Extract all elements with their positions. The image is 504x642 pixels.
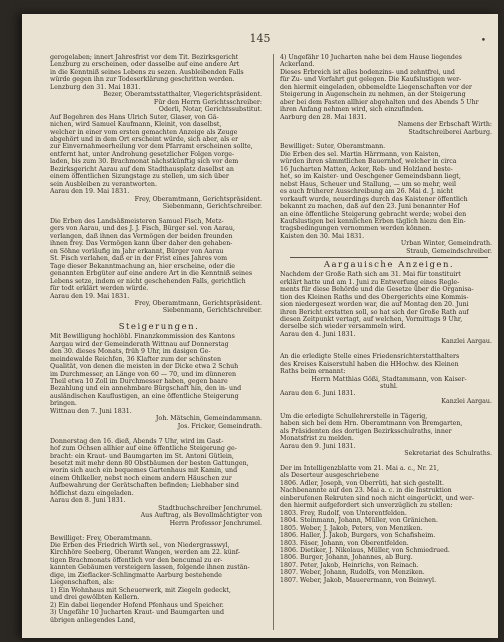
text-line: Qualität, von denen die meisten in der Dicke etwa 2 Schuh xyxy=(50,363,239,371)
text-line: einem Öhlkeller, nebst noch einem andern Häuschen zur xyxy=(50,474,232,482)
text-line: Straub, Gemeindschreiber. xyxy=(406,247,492,255)
text-line: Bezirksgericht Aarau auf dem Stadthausplatz daselbst an xyxy=(50,165,234,173)
text-line: 4) Ungefähr 10 Jucharten nahe bei dem Hause liegendes xyxy=(280,54,462,61)
text-line: für todt erklärt werden würde. xyxy=(50,285,149,293)
text-line: An die erledigte Stelle eines Friedensrichterstatthalters xyxy=(280,353,460,361)
text-line: 1803. Fäser, Johann, von Oberentfelden. xyxy=(280,539,409,547)
text-line: Namens der Erbschaft Wirth: xyxy=(397,121,492,129)
text-line: Wittnau den 7. Juni 1831. xyxy=(50,407,132,415)
text-line: Raths beim ernannt: xyxy=(280,368,346,376)
text-line: Lenzburg zu erscheinen, oder dasselbe auf eine andere Art xyxy=(50,61,240,69)
text-line: gerogelaben; innert Jahresfrist vor dem Tit. Bezirksgericht xyxy=(50,54,239,61)
text-line: einem öffentlichen Sizungstage zu stellen, um sich über xyxy=(50,173,229,181)
text-line: 1805. Weber, J. Jakob, Peters, von Menziken. xyxy=(280,524,423,532)
text-line: aber bei dem Fasten allhier abgehalten und des Abends 5 Uhr xyxy=(280,98,479,106)
text-line: nebst Haus, Scheuer und Stallung, — um so mehr, weil xyxy=(280,180,457,188)
text-line: Liegenschaften, als: xyxy=(50,579,115,587)
text-line: Joh. Mätschin, Gemeindammann. xyxy=(155,415,262,423)
text-line: Aargau wird der Gemeinderath Wittnau auf Donnerstag xyxy=(50,340,229,348)
text-line: Aarau den 9. Juni 1831. xyxy=(280,442,356,450)
text-line: im Durchmesser, an Länge von 60 — 70, und im dünneren xyxy=(50,370,237,378)
text-line xyxy=(280,136,498,143)
text-line xyxy=(50,430,268,437)
text-line: als Präsidenten des dortigen Bezirksschulraths, inner xyxy=(280,427,452,435)
text-line: 1807. Weber, Jakob, Mauerermann, von Beinwyl. xyxy=(280,576,437,584)
text-line: Donnerstag den 16. dieß, Abends 7 Uhr, wird im Gast- xyxy=(50,437,224,445)
text-line: 16 Jucharten Matten, Acker, Reb- und Holzland beste- xyxy=(280,165,453,173)
text-line: Frey, Oberamtmann, Gerichtspräsident. xyxy=(134,299,262,307)
text-line: Die Erben des sel. Martin Härrmann, von Kaisten, xyxy=(280,150,441,158)
text-line: meindewalde Reichfen, 36 Klafter zum der schönsten xyxy=(50,355,222,363)
text-line: Der im Intelligenzblatte vom 21. Mai a. c., Nr. 21, xyxy=(280,465,440,473)
text-line: für Zu- und Vorfahrt gut gelegen. Die Kaufslustigen wer- xyxy=(280,76,462,84)
corner-mark: • xyxy=(480,36,486,46)
text-line: Bewilliget: Frey, Oberamtmann. xyxy=(50,534,153,542)
text-line: des Kreises Kaiserstuhl haben die HHochw. des Kleinen xyxy=(280,360,459,368)
text-line xyxy=(50,315,268,322)
text-line: zur Einvernahmeerheilung vor dem Pfarramt erscheinen sollte, xyxy=(50,143,253,151)
text-line: tragsbedingungen vernommen werden können. xyxy=(280,225,432,233)
text-line: ausländischen Kauflustigen, an eine öffentliche Steigerung xyxy=(50,392,239,400)
text-line: diesen Zeitpunkt vertagt, auf welchen, Vormittags 9 Uhr, xyxy=(280,315,463,323)
text-line: würden ihren sämmtlichen Bauernhof, welcher in circa xyxy=(280,158,457,166)
text-line: entfernt hat, unter Androhung gesetzlicher Folgen vorge- xyxy=(50,150,235,158)
text-line: 1806. Dietiker, J. Nikolaus, Müller, von Schmiedrued. xyxy=(280,547,450,554)
section-heading: Steigerungen. xyxy=(118,322,200,333)
text-line: gers von Aarau, und des J. J. Fisch, Bürger sel. von Aarau, xyxy=(50,225,235,233)
text-line: Stadtschreiberei Aarburg. xyxy=(408,128,492,136)
text-line: sein Ausbleiben zu verantworten. xyxy=(50,180,157,188)
text-line: Nachdem der Große Rath sich am 31. Mai für tonstituirt xyxy=(280,271,461,279)
right-column xyxy=(280,54,498,632)
text-line: Dieses Erbreich ist alles bodenzins- und zehntfrei, und xyxy=(280,68,455,76)
text-line: hof zum Ochsen allhier auf eine öffentliche Steigerung ge- xyxy=(50,445,237,453)
text-line: het, so im Kaister- und Oeschgener Gemeindsbann liegt, xyxy=(280,173,461,181)
text-line: besetzt mit mehr denn 80 Obstbäumen der besten Gattungen, xyxy=(50,460,249,468)
text-line: ihren Anfang nehmen wird, sich einzufinden. xyxy=(280,106,424,114)
text-line: 1807. Peter, Jakob, Heinrichs, von Reinach. xyxy=(280,561,419,569)
text-line xyxy=(280,405,498,412)
text-line: den hiermit eingeladen, obbemeldte Liegenschaften vor der xyxy=(280,83,472,91)
text-line: Aarburg den 28. Mai 1831. xyxy=(280,113,367,121)
text-line: Ackerland. xyxy=(280,61,315,69)
text-line: vorkauft wurde, neuerdings durch das Kaistener öffentlich xyxy=(280,195,468,203)
text-line: Sekretariat des Schulraths. xyxy=(404,450,492,458)
text-line: bracht: ein Kraut- und Baumgarten im St. Antoni Gütlein, xyxy=(50,452,234,460)
text-line: Stadtbuchschreiber Jenchrumel. xyxy=(158,504,262,512)
text-line: 1807. Weber, Johann, Rudolfs, von Menziken. xyxy=(280,569,425,577)
text-line: Frey, Oberamtmann, Gerichtspräsident. xyxy=(134,195,262,203)
newspaper-page xyxy=(22,14,498,638)
text-line: 3) Ungefähr 10 Jucharten Kraut- und Baumgarten und xyxy=(50,609,224,617)
text-line: Bezahlung und ein annehmbare Bürgschaft hin, den in- und xyxy=(50,385,242,393)
text-line: Kanzlei Aargau. xyxy=(441,338,492,346)
section-rule xyxy=(290,257,488,258)
text-line: Aarau den 19. Mai 1831. xyxy=(50,292,130,300)
text-line: Mit Bewilligung hochlöbl. Finanzkommission des Kantons xyxy=(50,333,235,341)
text-line: en Söhne vorläufig im Jahr erkannt, Bürger von Aarau xyxy=(50,247,224,255)
text-line: Kaisten den 30. Mai 1831. xyxy=(280,232,365,240)
text-line: tigen Brachmonats öffentlich vor den bencumal zu er- xyxy=(50,556,223,564)
text-line: Monatsfrist zu melden. xyxy=(280,435,354,443)
text-line xyxy=(50,527,268,534)
text-line: sion niedergesezt worden war, die auf Montag den 20. Juni xyxy=(280,301,469,309)
text-line: Bezer, Oberamtsstatthalter, Viegerichtspräsident. xyxy=(103,91,262,99)
text-line: worin sich auch ein bequemes Gartenhaus mit Kamin, und xyxy=(50,467,238,475)
text-line: 1803. Frey, Rudolf, von Unterentfelden. xyxy=(280,509,407,517)
text-line: laden, bis zum 30. Brachmonat nächstkünftig sich vor dem xyxy=(50,158,239,166)
text-line: Siebenmann, Gerichtschreiber. xyxy=(162,203,262,211)
text-line: den hiermit aufgefordert sich unverzüglich zu stellen: xyxy=(280,502,453,510)
text-line: 1806. Burger, Johann, Johannes, ab Burg. xyxy=(280,554,413,562)
text-line: 1) Ein Wohnhaus mit Scheuerwerk, mit Ziegeln gedeckt, xyxy=(50,586,231,594)
text-line: Theil etwa 10 Zoll im Durchmesser haben, gegen baare xyxy=(50,378,228,386)
text-line: Herrn Matthias Gößi, Stadtammann, von Kaiser- xyxy=(311,375,467,383)
text-line: genannten Erbgüter auf eine andere Art in die Kenntniß seines xyxy=(50,270,253,278)
text-line: Urban Winter, Gemeindrath. xyxy=(400,240,492,248)
text-line: Kanzlei Aargau. xyxy=(441,397,492,405)
text-line: derselbe sich wieder versammeln wird. xyxy=(280,323,406,331)
text-line: Die Erben des Landsäßmeisteren Samuel Fisch, Metz- xyxy=(50,217,224,225)
text-line: Aus Auftrag, als Bevollmächtigter von xyxy=(140,512,262,520)
text-line: 1804. Steinmann, Johann, Müller, von Gränichen. xyxy=(280,517,438,525)
text-line xyxy=(280,458,498,465)
text-line: abgehört und in dem Ort erscheint würde, sich aber, als er xyxy=(50,135,239,143)
text-line: Aarau den 6. Juni 1831. xyxy=(280,390,356,398)
text-line: Aarau den 4. Juni 1831. xyxy=(280,330,356,338)
text-line: verlangen, daß ihnen das Vermögen der beiden freunden xyxy=(50,232,233,240)
page-number: 145 xyxy=(249,32,271,45)
text-line: St. Fisch verlahen, daß er in der Frist eines Jahres vom xyxy=(50,255,228,263)
text-line: Siebenmann, Gerichtschreiber. xyxy=(162,307,262,315)
text-line xyxy=(50,211,268,218)
text-line: würde gegen ihn zur Todeserklärung geschritten werden. xyxy=(50,76,235,84)
text-line: Bewilliget: Suter, Oberamtmann. xyxy=(280,143,386,151)
text-line: Die Erben des Friedrich Wirth sel., von Niedergrasswyl, xyxy=(50,542,230,549)
text-line: stuhl. xyxy=(380,383,398,391)
text-line: Steigerung in Augenschein zu nehmen, an der Steigerung xyxy=(280,91,466,99)
text-line: Nachbenannte auf den 23. Mai a. c. in die Instruktion xyxy=(280,487,452,495)
text-line: 1806. Adler, Joseph, von Oberrüti, hat sich gestellt. xyxy=(280,479,444,487)
text-line: in die Kenntniß seines Lebens zu sezen. Ausbleibenden Falls xyxy=(50,68,244,76)
text-line: kannten Gebäumen versteigern lassen, folgende ihnen zustän- xyxy=(50,564,250,572)
text-line: Für den Herrn Gerichtsschreiber: xyxy=(153,98,262,106)
text-line: haben sich bei dem Hrn. Oberamtmann von Bremgarten, xyxy=(280,420,463,428)
text-line: es auch früherer Ausschreibung am 26. Mai d. J. nicht xyxy=(280,188,454,196)
text-line: einberufenen Rekruten sind noch nicht eingerückt, und wer- xyxy=(280,494,475,502)
text-line: nichen, wird Samuel Kaufmann, Kleinit, von daselbst, xyxy=(50,121,222,129)
text-line: welcher in einer vom ersten gemachten Anzeige als Zeuge xyxy=(50,128,238,136)
text-line: tion des Kleinen Raths und des Obergerichts eine Kommis- xyxy=(280,293,469,301)
text-line: ments für diese Behörde und die Gesetze über die Organisa- xyxy=(280,286,474,294)
text-line: Aarau den 8. Juni 1831. xyxy=(50,497,126,505)
text-line: und drei gewölbten Kellern. xyxy=(50,594,140,602)
text-line: Tage dieser Bekanntmachung an, hier erscheine, oder die xyxy=(50,262,236,270)
text-line: Aufbewahrung der Gerätschaften befinden; Liebhaber sind xyxy=(50,482,239,490)
text-line: Lenzburg den 31. Mai 1831. xyxy=(50,83,141,91)
text-line: höflichst dazu eingeladen. xyxy=(50,489,134,497)
text-line: den 30. dieses Monats, früh 9 Uhr, im dasigen Ge- xyxy=(50,348,211,356)
text-line: Kaufslustigen bei kennlichen Erben täglich hiezu den Ein- xyxy=(280,217,466,225)
text-line: dige, im Zieflacker-Schlingmatte Aarburg bestehende xyxy=(50,571,222,579)
text-line: 1806. Haller, J. Jakob, Burgers, von Schafisheim. xyxy=(280,532,436,540)
text-line: Auf Begehren des Hans Ulrich Suter, Glaser, von Gä- xyxy=(50,113,219,121)
text-line: Aarau den 19. Mai 1831. xyxy=(50,188,130,196)
text-line: an eine öffentliche Steigerung gebracht werde; wobei den xyxy=(280,210,467,218)
text-line: ihren Bericht erstatten soll, so hat sich der Große Rath auf xyxy=(280,308,469,316)
text-line xyxy=(280,346,498,353)
text-line: übrigen anliegendes Land, xyxy=(50,616,136,624)
column-divider xyxy=(273,54,274,630)
text-line: Oderli, Notar, Gerichtssubstitut. xyxy=(158,106,262,114)
text-line: ihnen frey. Das Vermögen kann über daher den gehaben- xyxy=(50,240,233,248)
text-line: Jos. Fricker, Gemeindrath. xyxy=(177,422,262,430)
text-line: Um die erledigte Schullehrerstelle in Tägerig, xyxy=(280,412,428,420)
text-line: 2) Ein dabei liegender Hofend Pfenhaus und Speicher. xyxy=(50,601,224,609)
text-line: Herrn Professor Jenchrumel. xyxy=(169,519,262,527)
text-line: als Deserteur ausgeschriebene xyxy=(280,472,379,480)
text-line: bekannt zu machen, daß auf den 23. Juni benannter Hof xyxy=(280,203,460,211)
section-heading: Aargauische Anzeigen. xyxy=(323,260,455,271)
left-column xyxy=(50,54,268,632)
text-line: Lebens setze, indem er nicht geschehenden Falls, gerichtlich xyxy=(50,277,246,285)
text-line: Kirchhöre Seeberg, Oberamt Wangen, werden am 22. künf- xyxy=(50,549,241,557)
text-line: bringen. xyxy=(50,400,77,408)
text-line: erklärt hatte und am 1. Juni zu Entwerfung eines Regle- xyxy=(280,278,460,286)
